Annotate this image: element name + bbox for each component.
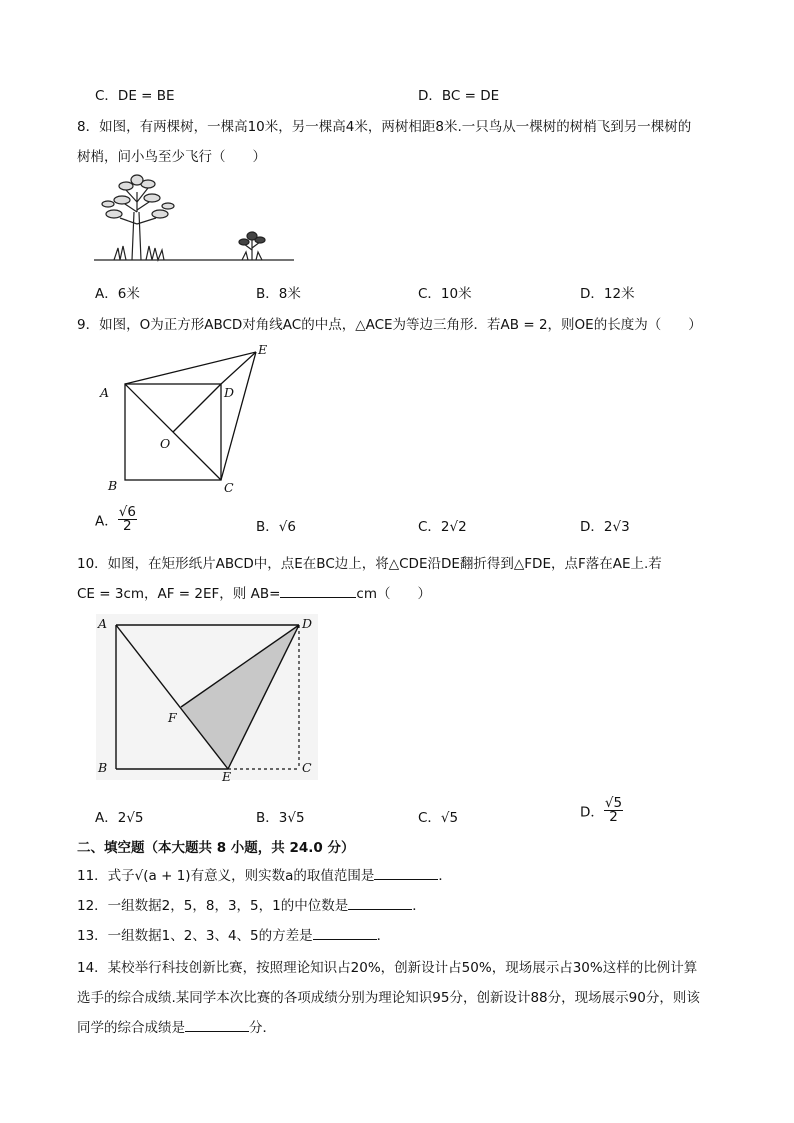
label-f: F: [168, 710, 177, 725]
q9-option-b: B．√6: [256, 519, 296, 535]
q9-option-a-fraction: [118, 506, 137, 533]
q14-line3: [77, 1016, 276, 1036]
segment-ce: [221, 352, 256, 480]
label-b: B: [98, 760, 108, 775]
label-b: B: [108, 478, 118, 493]
q10-option-d-prefix: D．: [580, 804, 604, 821]
q7-option-c: C．DE = BE: [95, 88, 175, 104]
q12-answer-blank[interactable]: [348, 897, 412, 910]
label-a: A: [100, 385, 110, 400]
q9-option-c: C．2√2: [418, 519, 467, 535]
q10-rectangle-figure: [92, 612, 320, 782]
q8-trees-figure: [92, 172, 297, 264]
q8-option-b: B．8米: [256, 286, 301, 302]
q9-option-a-numerator: √6: [118, 504, 136, 520]
label-c: C: [224, 480, 234, 495]
q11-answer-blank[interactable]: [374, 867, 438, 880]
q12: [77, 894, 426, 914]
q14-line3-text: 同学的综合成绩是: [77, 1020, 185, 1036]
q13-end: ．: [376, 928, 391, 944]
label-o: O: [160, 436, 171, 451]
q10-option-d-numerator: √5: [604, 795, 623, 811]
q8-stem-line2: 树梢，问小鸟至少飞行（ ）: [77, 149, 266, 165]
q14-line1: 14．某校举行科技创新比赛，按照理论知识占20%，创新设计占50%，现场展示占30%这样的比例计算: [77, 960, 698, 976]
q10-stem-line2-a: CE = 3cm，AF = 2EF，则 AB=: [77, 586, 281, 602]
label-e: E: [222, 769, 232, 782]
q8-stem-line1: 8．如图，有两棵树，一棵高10米，另一棵高4米，两树相距8米.一只鸟从一棵树的树梢飞到另一棵树的: [77, 119, 692, 135]
q11-end: ．: [438, 868, 452, 884]
q12-text: 12．一组数据2，5，8，3，5，1的中位数是: [77, 898, 349, 914]
q14-line3-end: 分．: [249, 1020, 276, 1036]
q10-option-c: C．√5: [418, 810, 459, 826]
tall-tree-trunk: [132, 212, 141, 260]
q10-stem-line1: 10．如图，在矩形纸片ABCD中，点E在BC边上，将△CDE沿DE翻折得到△FDE，点F落在AE上.若: [77, 556, 662, 572]
q9-option-a-prefix: A．: [95, 513, 118, 530]
q11: [77, 864, 452, 884]
q7-option-d: D．BC = DE: [418, 88, 500, 104]
label-d: D: [224, 385, 235, 400]
segment-ae: [125, 352, 256, 384]
q10-stem-line2: [77, 582, 431, 602]
label-e: E: [258, 342, 268, 357]
q11-text: 11．式子√(a + 1)有意义，则实数a的取值范围是: [77, 868, 375, 884]
label-a: A: [98, 616, 108, 631]
q12-end: ．: [412, 898, 426, 914]
q14-answer-blank[interactable]: [185, 1019, 249, 1032]
q9-option-a: [95, 506, 137, 533]
grass: [114, 246, 164, 260]
q10-option-d: [580, 797, 623, 824]
q9-option-a-denominator: 2: [123, 518, 132, 534]
q10-option-a: A．2√5: [95, 810, 144, 826]
label-d: D: [302, 616, 313, 631]
q9-square-figure: [90, 340, 280, 500]
q10-option-d-denominator: 2: [609, 809, 618, 825]
q10-option-d-fraction: [604, 797, 623, 824]
q8-option-d: D．12米: [580, 286, 635, 302]
q8-option-c: C．10米: [418, 286, 472, 302]
section-title-fill-in: 二、填空题（本大题共 8 小题，共 24.0 分）: [77, 840, 355, 856]
q9-stem: 9．如图，O为正方形ABCD对角线AC的中点，△ACE为等边三角形．若AB = 2，则OE的长度为（ ）: [77, 317, 702, 333]
q13: [77, 924, 390, 944]
q14-line2: 选手的综合成绩.某同学本次比赛的各项成绩分别为理论知识95分，创新设计88分，现场展示90分，则该: [77, 990, 700, 1006]
q13-answer-blank[interactable]: [313, 927, 377, 940]
q9-option-d: D．2√3: [580, 519, 630, 535]
segment-do: [173, 384, 221, 432]
label-c: C: [302, 760, 312, 775]
q10-option-b: B．3√5: [256, 810, 305, 826]
q10-answer-blank[interactable]: [280, 585, 356, 598]
q10-stem-line2-b: cm（ ）: [356, 586, 431, 602]
q8-option-a: A．6米: [95, 286, 140, 302]
q13-text: 13．一组数据1、2、3、4、5的方差是: [77, 928, 313, 944]
